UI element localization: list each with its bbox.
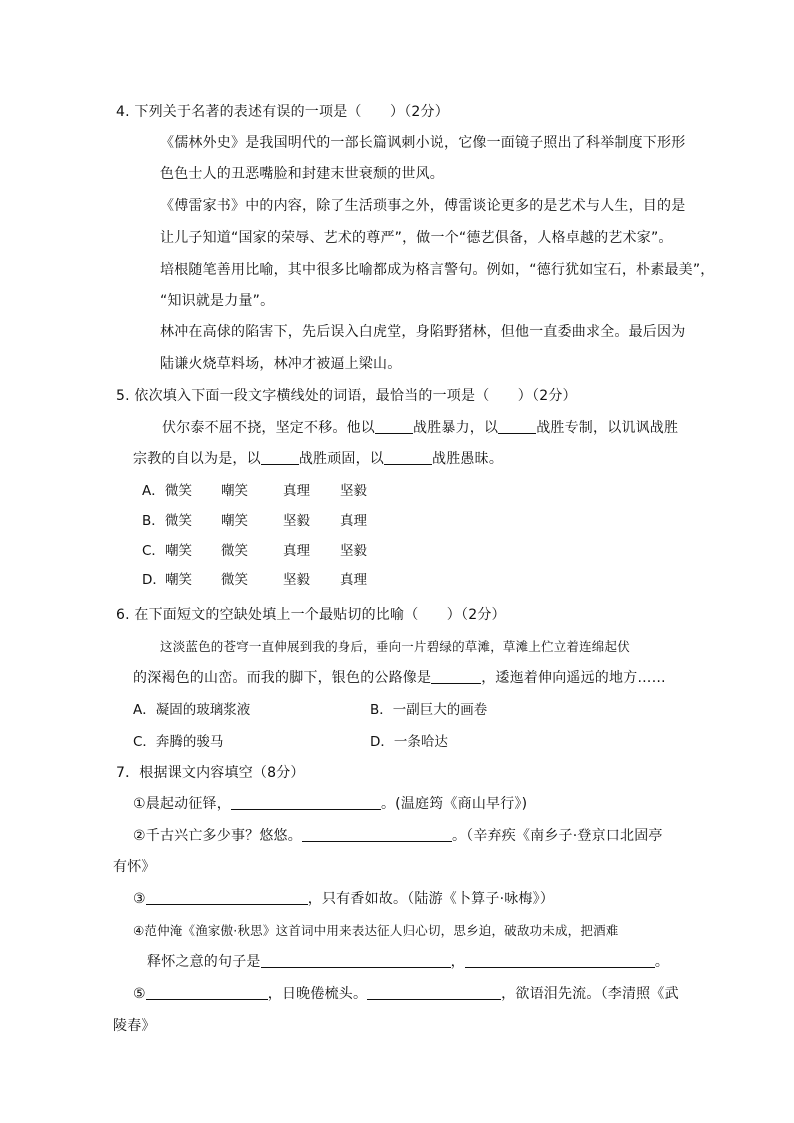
q4-option-b-line2: 让儿子知道“国家的荣辱、艺术的尊严”，做一个“德艺俱备，人格卓越的艺术家”。 (160, 230, 673, 246)
q5-option-d-letter: D． (142, 572, 166, 588)
q4-option-a-line1: 《儒林外史》是我国明代的一部长篇讽刺小说，它像一面镜子照出了科举制度下形形 (160, 135, 686, 151)
q5-blank-2[interactable] (498, 419, 536, 434)
q5-option-b-word1: 微笑 (165, 513, 192, 529)
q6-stem: 6. 在下面短文的空缺处填上一个最贴切的比喻（ ）（2分） (116, 607, 506, 623)
q4-option-b-line1: 《傅雷家书》中的内容，除了生活琐事之外，傅雷谈论更多的是艺术与人生，目的是 (160, 198, 686, 214)
q7-blank-4b[interactable] (465, 953, 655, 968)
q5-passage-line1: 伏尔泰不屈不挠，坚定不移。他以 战胜暴力，以 战胜专制，以讥讽战胜 (162, 420, 679, 436)
q5-stem: 5. 依次填入下面一段文字横线处的词语，最恰当的一项是（ ）（2分） (116, 388, 577, 404)
q6-option-c: C．奔腾的骏马 (133, 734, 224, 750)
q7-blank-5b[interactable] (367, 985, 501, 1000)
q5-option-a-letter: A． (142, 483, 165, 499)
q5-option-b-word3: 坚毅 (283, 513, 310, 529)
q4-option-c-line2: “知识就是力量”。 (160, 293, 275, 309)
q6-passage-line2: 的深褐色的山峦。而我的脚下，银色的公路像是 ，逶迤着伸向遥远的地方…… (133, 670, 666, 686)
q4-option-d-line1: 林冲在高俅的陷害下，先后误入白虎堂，身陷野猪林，但他一直委曲求全。最后因为 (160, 324, 686, 340)
q5-option-d-word3: 坚毅 (283, 572, 310, 588)
q5-option-d-word2: 微笑 (221, 572, 248, 588)
q5-option-a-word1: 微笑 (165, 483, 192, 499)
q5-passage-line2: 宗教的自以为是，以 战胜顽固，以 战胜愚昧。 (133, 451, 504, 467)
q5-option-d-word1: 嘲笑 (165, 572, 192, 588)
q5-option-c-letter: C． (142, 543, 165, 559)
q7-item-5: ⑤ ，日晚倦梳头。 ，欲语泪先流。（李清照《武 (133, 986, 679, 1002)
q7-blank-2[interactable] (302, 827, 452, 842)
q7-item-4-prompt: ④范仲淹《渔家傲·秋思》这首词中用来表达征人归心切，思乡迫，破敌功未成，把酒难 (133, 923, 619, 938)
q5-option-c-word1: 嘲笑 (165, 543, 192, 559)
q4-option-d-line2: 陆谦火烧草料场，林冲才被逼上梁山。 (160, 356, 402, 372)
q6-option-d: D．一条哈达 (370, 734, 448, 750)
q7-item-3: ③ ，只有香如故。（陆游《卜算子·咏梅》） (133, 891, 555, 907)
q7-item-1: ①晨起动征铎， 。(温庭筠《商山早行》) (133, 796, 528, 812)
q5-option-c-word4: 坚毅 (340, 543, 367, 559)
q7-item-4: 释怀之意的句子是 ， 。 (147, 954, 670, 970)
q6-passage-line1: 这淡蓝色的苍穹一直伸展到我的身后，垂向一片碧绿的草滩，草滩上伫立着连绵起伏 (160, 639, 630, 654)
q6-option-a: A．凝固的玻璃浆液 (133, 702, 251, 718)
q7-blank-3[interactable] (146, 890, 308, 905)
q6-option-b: B．一副巨大的画卷 (370, 702, 488, 718)
q7-item-2-cont: 有怀》 (113, 859, 156, 875)
q7-blank-4a[interactable] (261, 953, 451, 968)
q7-blank-1[interactable] (231, 795, 381, 810)
q4-option-a-line2: 色色士人的丑恶嘴脸和封建末世衰颓的世风。 (160, 166, 444, 182)
q4-option-c-line1: 培根随笔善用比喻，其中很多比喻都成为格言警句。例如，“德行犹如宝石，朴素最美”， (160, 262, 715, 278)
q4-stem: 4. 下列关于名著的表述有误的一项是（ ）（2分） (116, 104, 449, 120)
q6-blank[interactable] (431, 669, 481, 684)
q5-option-c-word2: 微笑 (221, 543, 248, 559)
q5-option-b-word2: 嘲笑 (221, 513, 248, 529)
q5-option-a-word4: 坚毅 (340, 483, 367, 499)
q7-blank-5a[interactable] (146, 985, 268, 1000)
q5-option-a-word3: 真理 (283, 483, 310, 499)
q7-item-2: ②千古兴亡多少事？悠悠。 。（辛弃疾《南乡子·登京口北固亭 (133, 828, 663, 844)
q5-option-d-word4: 真理 (340, 572, 367, 588)
q5-option-a-word2: 嘲笑 (221, 483, 248, 499)
q5-option-b-word4: 真理 (340, 513, 367, 529)
q5-option-c-word3: 真理 (283, 543, 310, 559)
q5-option-b-letter: B． (142, 513, 165, 529)
q5-blank-3[interactable] (261, 450, 299, 465)
q5-blank-4[interactable] (384, 450, 432, 465)
q5-blank-1[interactable] (375, 419, 413, 434)
q7-item-5-cont: 陵春》 (113, 1018, 156, 1034)
q7-stem: 7．根据课文内容填空（8分） (116, 765, 305, 781)
